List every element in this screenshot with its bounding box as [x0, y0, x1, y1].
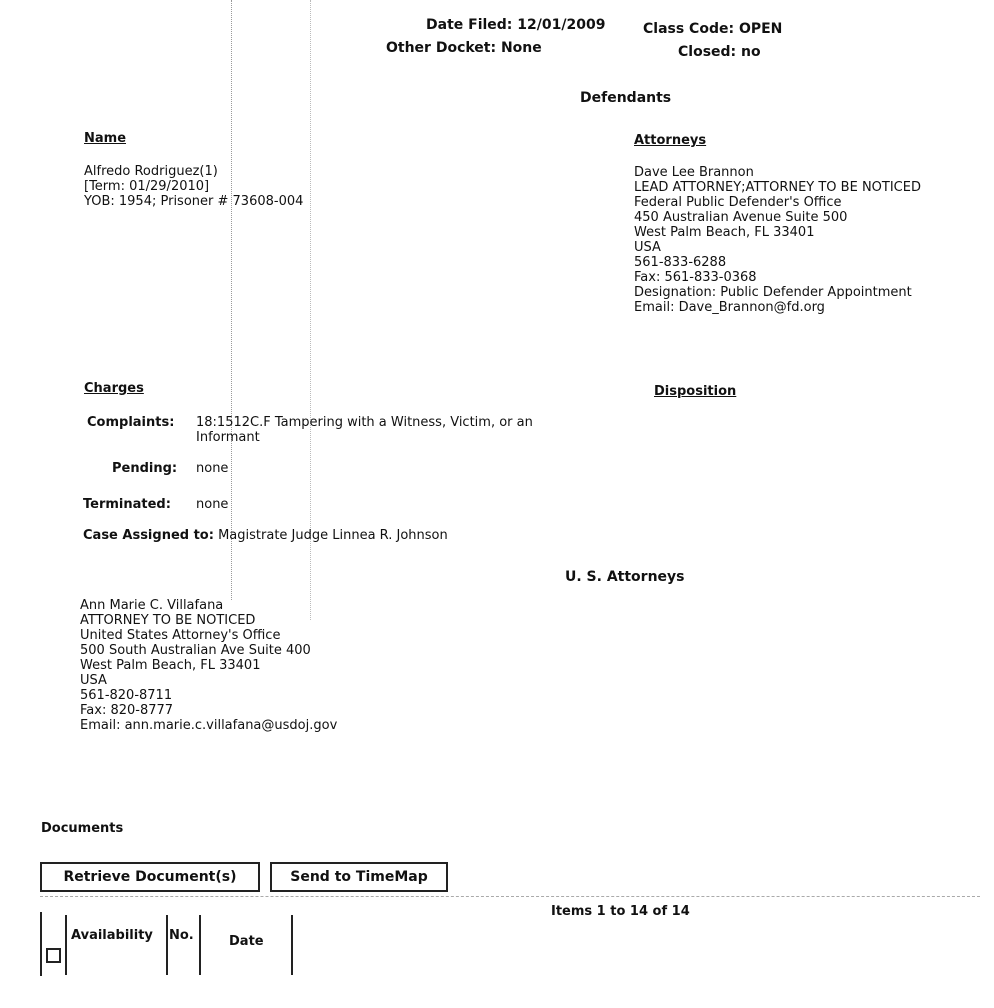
attorney-line: Fax: 561-833-0368 — [634, 270, 757, 285]
us-attorney-line: USA — [80, 673, 107, 688]
attorney-line: Designation: Public Defender Appointment — [634, 285, 912, 300]
us-attorney-line: United States Attorney's Office — [80, 628, 281, 643]
scan-artifact — [310, 0, 311, 620]
column-header-no[interactable]: No. — [169, 928, 194, 943]
name-column-header: Name — [84, 131, 127, 146]
attorney-line: Dave Lee Brannon — [634, 165, 754, 180]
date-filed: Date Filed: 12/01/2009 — [426, 17, 606, 33]
column-header-availability[interactable]: Availability — [71, 928, 153, 943]
column-divider — [291, 915, 293, 975]
defendant-line: YOB: 1954; Prisoner # 73608-004 — [84, 194, 304, 209]
table-top-border — [40, 896, 980, 897]
case-assigned — [83, 528, 448, 543]
charges-heading: Charges — [84, 381, 144, 396]
table-border — [40, 912, 42, 976]
us-attorney-line: ATTORNEY TO BE NOTICED — [80, 613, 256, 628]
attorney-line: 561-833-6288 — [634, 255, 727, 270]
us-attorney-info — [80, 598, 337, 733]
closed-status: Closed: no — [678, 44, 761, 60]
assigned-judge: Magistrate Judge Linnea R. Johnson — [218, 528, 448, 543]
complaints-value: 18:1512C.F Tampering with a Witness, Victim, or an — [196, 415, 533, 430]
attorney-line: LEAD ATTORNEY;ATTORNEY TO BE NOTICED — [634, 180, 921, 195]
scan-artifact — [231, 0, 232, 600]
us-attorney-line: Ann Marie C. Villafana — [80, 598, 224, 613]
pending-value: none — [196, 461, 229, 476]
terminated-label: Terminated: — [83, 497, 171, 512]
attorneys-column-header: Attorneys — [634, 133, 707, 148]
attorney-line: West Palm Beach, FL 33401 — [634, 225, 815, 240]
us-attorney-line: 561-820-8711 — [80, 688, 173, 703]
attorney-line: Federal Public Defender's Office — [634, 195, 842, 210]
us-attorney-line: 500 South Australian Ave Suite 400 — [80, 643, 311, 658]
assigned-label: Case Assigned to: — [83, 528, 214, 543]
other-docket: Other Docket: None — [386, 40, 542, 56]
defense-attorney-info — [634, 165, 921, 315]
us-attorney-line: Email: ann.marie.c.villafana@usdoj.gov — [80, 718, 338, 733]
defendant-info — [84, 164, 303, 209]
attorney-line: Email: Dave_Brannon@fd.org — [634, 300, 825, 315]
us-attorney-line: Fax: 820-8777 — [80, 703, 174, 718]
complaints-label: Complaints: — [87, 415, 175, 430]
documents-heading: Documents — [41, 821, 124, 836]
terminated-value: none — [196, 497, 229, 512]
column-divider — [65, 915, 67, 975]
complaints-value-cont: Informant — [196, 430, 260, 445]
column-divider — [199, 915, 201, 975]
send-to-timemap-button[interactable]: Send to TimeMap — [270, 862, 448, 892]
defendants-heading: Defendants — [580, 90, 672, 106]
column-header-date[interactable]: Date — [229, 934, 264, 949]
disposition-header: Disposition — [654, 384, 737, 399]
us-attorney-line: West Palm Beach, FL 33401 — [80, 658, 261, 673]
class-code: Class Code: OPEN — [643, 21, 783, 37]
attorney-line: USA — [634, 240, 661, 255]
defendant-line: [Term: 01/29/2010] — [84, 179, 210, 194]
select-all-checkbox[interactable] — [46, 948, 61, 963]
pending-label: Pending: — [112, 461, 178, 476]
items-count: Items 1 to 14 of 14 — [551, 904, 690, 919]
us-attorneys-heading: U. S. Attorneys — [565, 569, 685, 585]
retrieve-documents-button[interactable]: Retrieve Document(s) — [40, 862, 260, 892]
defendant-line: Alfredo Rodriguez(1) — [84, 164, 218, 179]
attorney-line: 450 Australian Avenue Suite 500 — [634, 210, 848, 225]
column-divider — [166, 915, 168, 975]
